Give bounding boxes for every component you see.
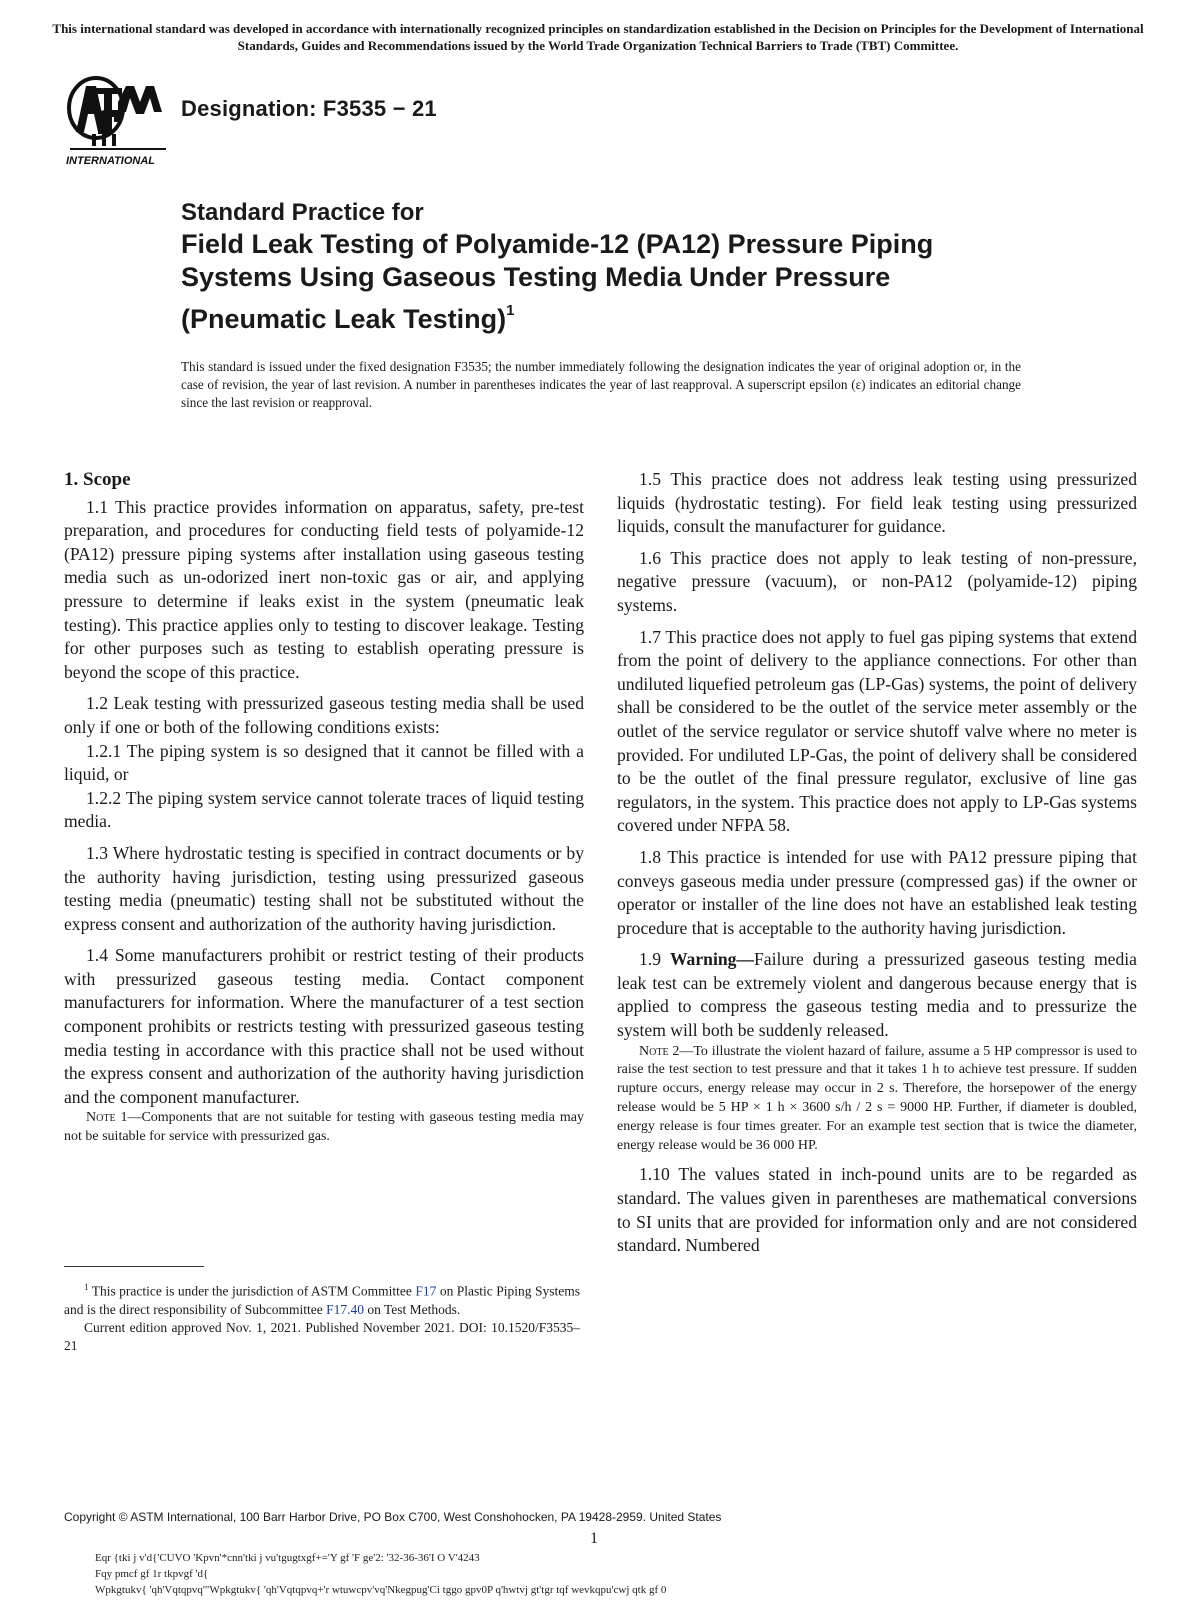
title-line-1: Field Leak Testing of Polyamide-12 (PA12) Pressure Piping	[181, 229, 934, 259]
license-line-1: Eqr {tki j v'd{'CUVO 'Kpvn'*cnn'tki j vu'tgugtxgf+='Y gf 'F ge'2: '32-36-36'I O V'4243	[95, 1552, 480, 1564]
subcommittee-f17-40-link[interactable]: F17.40	[326, 1301, 364, 1317]
license-line-2: Fqy pmcf gf 1r tkpvgf 'd{	[95, 1568, 209, 1580]
paragraph-1-2-1: 1.2.1 The piping system is so designed that it cannot be filled with a liquid, or	[64, 740, 584, 785]
tbt-notice: This international standard was developed in accordance with internationally recognized principles on standardization established in the Decision on Principles for the Development of International Standards, Guides and Recommendations issued by the World Trade Organization Technical Barriers to Trade (TBT) Committee.	[52, 21, 1144, 53]
note-2-label: Note	[639, 1043, 669, 1059]
copyright: Copyright © ASTM International, 100 Barr Harbor Drive, PO Box C700, West Conshohocken, PA 19428-2959. United States	[64, 1510, 722, 1524]
title-line-3: (Pneumatic Leak Testing)	[181, 304, 507, 334]
note-1	[64, 1109, 584, 1147]
note-1-text: 1—Components that are not suitable for testing with gaseous testing media may not be suitable for service with pressurized gas.	[64, 1110, 584, 1145]
document-title	[181, 197, 1081, 336]
paragraph-1-4: 1.4 Some manufacturers prohibit or restrict testing of their products with pressurized gaseous testing media. Contact component manufacturers for information. Where the manufacturer of a test section component prohibits or restricts testing with pressurized gaseous testing media testing in accordance with this practice shall not be used without the express consent and authorization of the authority having jurisdiction and the component manufacturer.	[64, 945, 584, 1107]
title-footnote-mark: 1	[506, 302, 515, 319]
footnote-text-a: This practice is under the jurisdiction of ASTM Committee	[88, 1283, 416, 1299]
paragraph-1-6: 1.6 This practice does not apply to leak testing of non-pressure, negative pressure (vacuum), or non-PA12 (polyamide-12) piping systems.	[617, 547, 1137, 615]
note-1-label: Note	[86, 1110, 116, 1126]
license-line-3: Wpkgtukv{ 'qh'Vqtqpvq'"Wpkgtukv{ 'qh'Vqtqpvq+'r wtuwcpv'vq'Nkegpug'Ci tggo gpv0P q'hwtvj gt'tgr tqf wevkqpu'cwj qtk gf 0	[95, 1584, 667, 1596]
paragraph-1-9-text: Failure during a pressurized gaseous testing media leak test can be extremely violent and dangerous because energy that is applied to compress the gaseous testing media and to pressurize the system will both be suddenly released.	[617, 949, 1137, 1041]
right-column	[617, 468, 1137, 1258]
note-2-text: 2—To illustrate the violent hazard of failure, assume a 5 HP compressor is used to raise the test section to test pressure and that it takes 1 h to achieve test pressure. If sudden rupture occurs, energy release may occur in 2 s. Therefore, the horsepower of the energy release would be 5 HP × 1 h × 3600 s/h / 2 s = 9000 HP. Further, if diameter is doubled, energy release is four times greater. For an example test section that is twice the diameter, energy release would be 36 000 HP.	[617, 1043, 1137, 1153]
paragraph-1-2-2: 1.2.2 The piping system service cannot tolerate traces of liquid testing media.	[64, 787, 584, 832]
astm-logo	[62, 72, 170, 168]
paragraph-1-2: 1.2 Leak testing with pressurized gaseous testing media shall be used only if one or both of the following conditions exists:	[64, 693, 584, 737]
footnote-mark: 1	[84, 1282, 89, 1292]
license-stamp	[95, 1550, 666, 1598]
section-heading-scope: 1. Scope	[64, 469, 131, 490]
astm-logo-icon	[62, 72, 170, 168]
warning-label: Warning—	[669, 949, 755, 970]
page-number: 1	[590, 1530, 598, 1547]
edition-note: Current edition approved Nov. 1, 2021. Published November 2021. DOI: 10.1520/F3535–21	[64, 1319, 580, 1353]
footnote-divider	[64, 1266, 204, 1267]
logo-text: INTERNATIONAL	[66, 155, 156, 167]
paragraph-1-5: 1.5 This practice does not address leak testing using pressurized liquids (hydrostatic testing). For field leak testing using pressurized liquids, consult the manufacturer for guidance.	[617, 469, 1137, 537]
issued-note: This standard is issued under the fixed designation F3535; the number immediately following the designation indicates the year of original adoption or, in the case of revision, the year of last revision. A number in parentheses indicates the year of last reapproval. A superscript epsilon (ε) indicates an editorial change since the last revision or reapproval.	[181, 359, 1021, 410]
designation: Designation: F3535 − 21	[181, 96, 437, 121]
committee-f17-link[interactable]: F17	[415, 1283, 437, 1299]
paragraph-1-9	[617, 948, 1137, 1042]
footnote	[64, 1278, 580, 1355]
title-prefix: Standard Practice for	[181, 199, 424, 226]
paragraph-1-8: 1.8 This practice is intended for use with PA12 pressure piping that conveys gaseous media under pressure (compressed gas) if the owner or operator or installer of the line does not have an established leak testing procedure that is acceptable to the authority having jurisdiction.	[617, 846, 1137, 938]
paragraph-1-9-number: 1.9	[639, 949, 670, 970]
paragraph-1-10: 1.10 The values stated in inch-pound units are to be regarded as standard. The values given in parentheses are mathematical conversions to SI units that are provided for information only and are not considered standard. Numbered	[617, 1164, 1137, 1256]
footnote-text-b: on Plastic Piping Systems and is the direct responsibility of Subcommittee	[64, 1283, 580, 1317]
title-line-2: Systems Using Gaseous Testing Media Under Pressure	[181, 262, 891, 292]
paragraph-1-3: 1.3 Where hydrostatic testing is specified in contract documents or by the authority having jurisdiction, testing using pressurized gaseous testing media (pneumatic) testing shall not be substituted without the express consent and authorization of the authority having jurisdiction.	[64, 842, 584, 934]
left-column	[64, 468, 584, 1147]
footnote-text-c: on Test Methods.	[363, 1301, 461, 1317]
note-2	[617, 1043, 1137, 1156]
paragraph-1-7: 1.7 This practice does not apply to fuel gas piping systems that extend from the point of delivery to the appliance connections. For other than undiluted liquefied petroleum gas (LP-Gas) systems, the point of delivery shall be considered to be the outlet of the service meter assembly or the outlet of the service regulator or service shutoff valve where no meter is provided. For undiluted LP-Gas, the point of delivery shall be considered to be the outlet of the final pressure regulator, exclusive of line gas regulators, in the system. This practice does not apply to LP-Gas systems covered under NFPA 58.	[617, 626, 1137, 836]
paragraph-1-1: 1.1 This practice provides information on apparatus, safety, pre-test preparation, and procedures for conducting field tests of polyamide-12 (PA12) pressure piping systems after installation using gaseous testing media such as un-odorized inert non-toxic gas or air, and applying pressure to determine if leaks exist in the system (pneumatic leak testing). This practice applies only to testing to discover leakage. Testing for other purposes such as testing to establish operating pressure is beyond the scope of this practice.	[64, 496, 584, 682]
